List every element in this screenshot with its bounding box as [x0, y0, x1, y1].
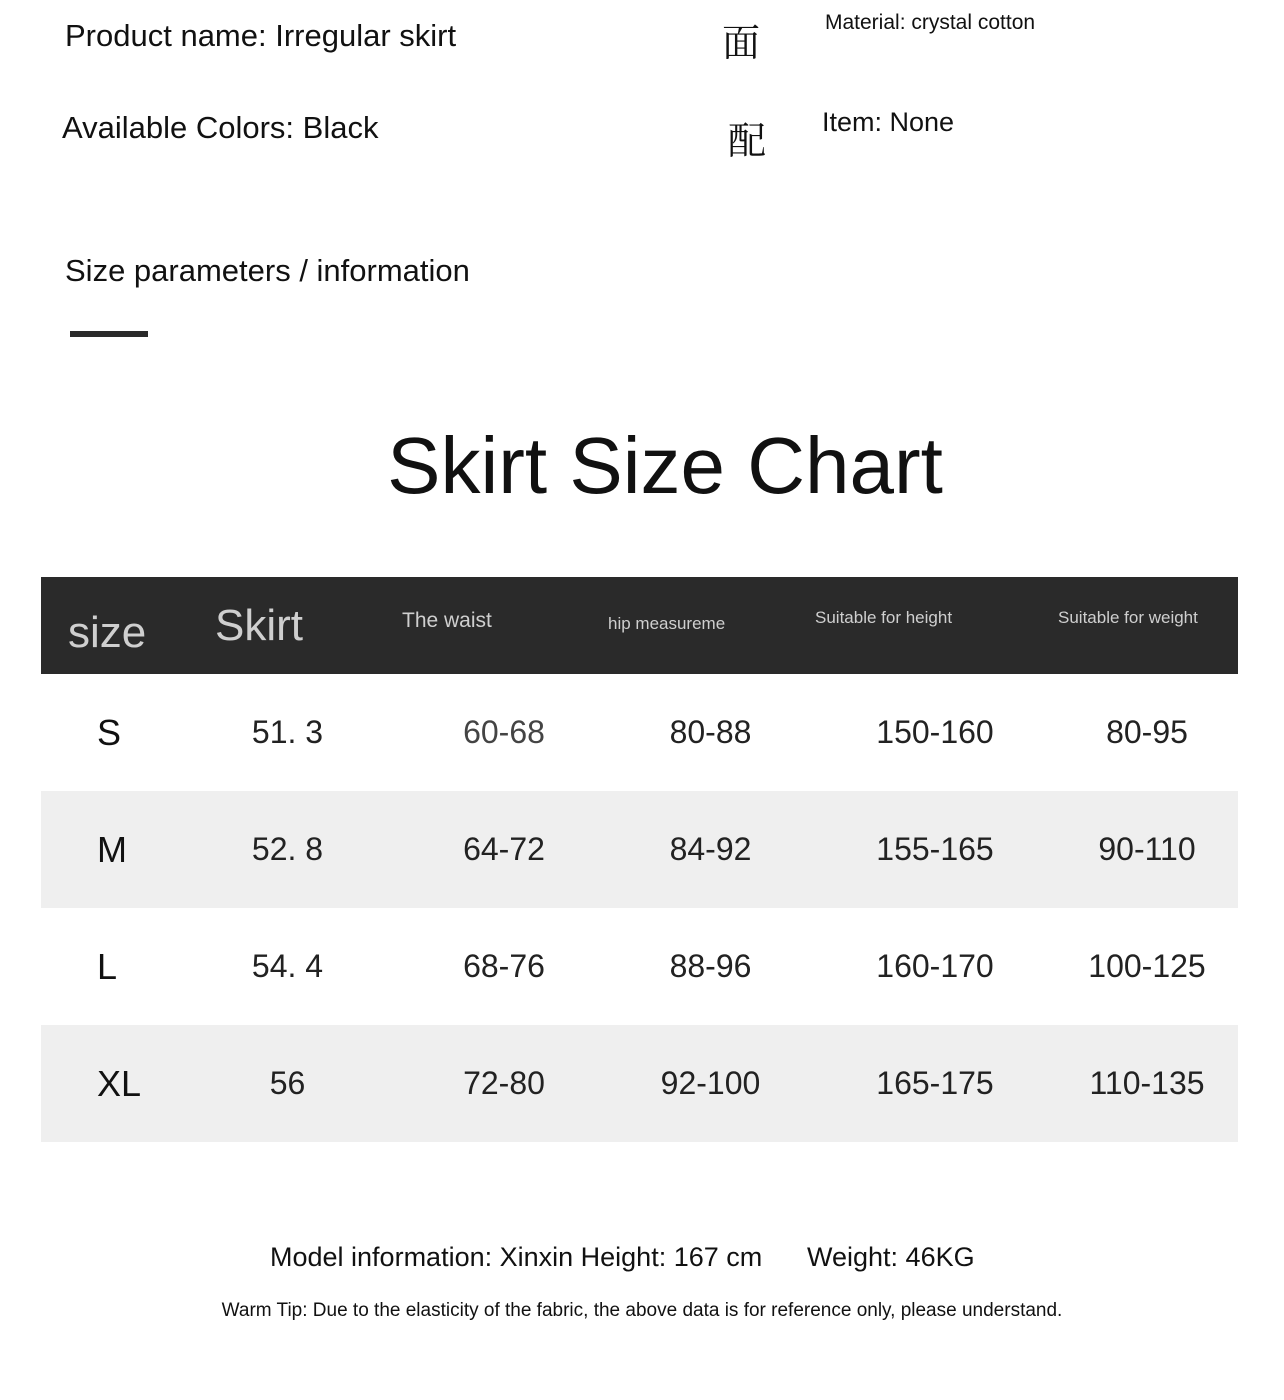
weight-cell: 100-125: [1088, 948, 1206, 984]
weight-cell: 80-95: [1106, 714, 1188, 750]
height-cell: 165-175: [876, 1065, 994, 1101]
skirt-cell: 54. 4: [251, 948, 324, 984]
waist-cell: 68-76: [463, 948, 545, 984]
weight-cell: 110-135: [1089, 1065, 1205, 1101]
height-cell: 155-165: [876, 831, 994, 867]
section-heading: Size parameters / information: [65, 253, 470, 288]
size-chart-table: [41, 577, 1238, 1142]
accessory-glyph: 配: [728, 119, 767, 163]
fabric-glyph: 面: [722, 21, 761, 65]
waist-cell: 64-72: [463, 831, 545, 867]
hip-cell: 80-88: [669, 714, 752, 750]
size-cell: L: [97, 945, 118, 987]
hip-cell: 92-100: [660, 1065, 761, 1101]
hip-cell: 84-92: [669, 831, 752, 867]
table-row: [41, 791, 1238, 908]
table-row: [41, 674, 1238, 791]
header-size: size: [68, 607, 147, 657]
header-skirt: Skirt: [215, 600, 303, 650]
skirt-cell: 51. 3: [251, 714, 324, 750]
skirt-cell: 52. 8: [251, 831, 324, 867]
height-cell: 160-170: [876, 948, 994, 984]
skirt-cell: 56: [269, 1065, 306, 1101]
table-header-row: [41, 577, 1238, 674]
product-name: Product name: Irregular skirt: [65, 18, 457, 53]
warm-tip: Warm Tip: Due to the elasticity of the fabric, the above data is for reference only, please understand.: [221, 1300, 1063, 1321]
hip-cell: 88-96: [669, 948, 752, 984]
header-waist: The waist: [402, 608, 492, 632]
header-height: Suitable for height: [815, 608, 953, 627]
material-info: Material: crystal cotton: [825, 11, 1036, 34]
model-weight: Weight: 46KG: [807, 1242, 975, 1272]
section-divider: [70, 331, 148, 337]
weight-cell: 90-110: [1098, 831, 1196, 867]
table-row: [41, 908, 1238, 1025]
model-info: Model information: Xinxin Height: 167 cm: [270, 1242, 763, 1272]
table-row: [41, 1025, 1238, 1142]
chart-title: Skirt Size Chart: [387, 421, 943, 510]
size-cell: S: [97, 711, 122, 753]
item-info: Item: None: [822, 107, 955, 137]
size-cell: XL: [97, 1062, 142, 1104]
height-cell: 150-160: [876, 714, 994, 750]
waist-cell: 72-80: [463, 1065, 545, 1101]
size-cell: M: [97, 828, 127, 870]
header-hip: hip measureme: [608, 614, 726, 633]
header-weight: Suitable for weight: [1058, 608, 1198, 627]
available-colors: Available Colors: Black: [62, 110, 379, 145]
waist-cell: 60-68: [463, 714, 545, 750]
